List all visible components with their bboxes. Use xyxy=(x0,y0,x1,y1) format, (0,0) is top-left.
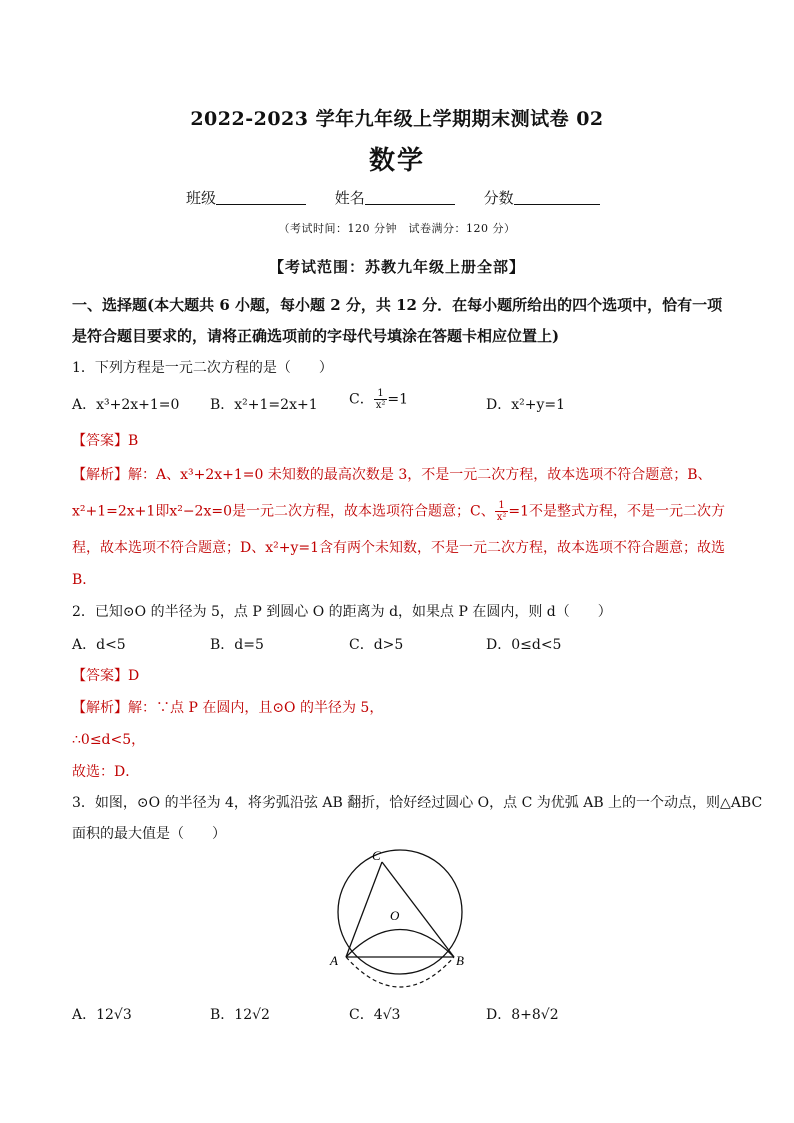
q1-option-c-suffix: =1 xyxy=(387,391,409,408)
point-o-label: O xyxy=(390,908,400,923)
class-blank[interactable] xyxy=(216,190,306,205)
q3-option-c[interactable]: C．4√3 xyxy=(349,1007,401,1023)
analysis-label: 【解析】 xyxy=(72,700,128,716)
q1-option-d[interactable]: D．x²+y=1 xyxy=(486,397,566,413)
analysis-text: 解：∵点 P 在圆内，且⊙O 的半径为 5， xyxy=(128,700,384,716)
q3-option-d[interactable]: D．8+8√2 xyxy=(486,1007,559,1023)
subject-title: 数学 xyxy=(368,146,425,176)
q2-option-a[interactable]: A．d<5 xyxy=(72,637,126,653)
class-label: 班级 xyxy=(186,189,217,207)
q2-analysis-line-2: ∴0≤d<5， xyxy=(72,732,146,748)
q1-option-c-prefix: C． xyxy=(349,391,374,408)
q1-option-c[interactable] xyxy=(349,388,408,411)
q2-option-b[interactable]: B．d=5 xyxy=(210,637,264,653)
name-field[interactable] xyxy=(335,187,455,208)
q2-analysis-line-1 xyxy=(72,697,383,717)
exam-scope: 【考试范围：苏教九年级上册全部】 xyxy=(268,258,525,276)
point-c-label: C xyxy=(372,848,381,863)
q1-analysis-line-3: 程，故本选项不符合题意；D、x²+y=1含有两个未知数，不是一元二次方程，故本选项不符合题意；故选 xyxy=(72,540,726,556)
fraction-denominator: x² xyxy=(375,400,386,411)
analysis-label: 【解析】 xyxy=(72,467,128,483)
segment-ac xyxy=(346,862,382,957)
q1-analysis-line-2 xyxy=(72,500,725,523)
fraction-numerator: 1 xyxy=(374,388,388,400)
q1-option-b[interactable]: B．x²+1=2x+1 xyxy=(210,397,318,413)
exam-title: 2022-2023 学年九年级上学期期末测试卷 02 xyxy=(190,108,604,130)
score-label: 分数 xyxy=(483,189,514,207)
answer-label: 【答案】 xyxy=(72,433,128,449)
fraction-numerator: 1 xyxy=(495,500,509,512)
q1-analysis-line-4: B． xyxy=(72,572,97,588)
q2-analysis-line-3: 故选：D． xyxy=(72,764,140,780)
q3-stem-line-1: 3．如图，⊙O 的半径为 4，将劣弧沿弦 AB 翻折，恰好经过圆心 O，点 C 为优弧 AB 上的一个动点，则△ABC xyxy=(72,795,763,811)
q2-option-d[interactable]: D．0≤d<5 xyxy=(486,637,562,653)
circle-o xyxy=(338,850,462,974)
fraction-denominator: x² xyxy=(496,512,507,523)
point-b-label: B xyxy=(456,953,464,968)
q3-geometry-figure xyxy=(320,842,480,992)
folded-arc xyxy=(346,930,454,958)
q1-option-c-fraction xyxy=(374,388,388,411)
q2-stem: 2．已知⊙O 的半径为 5，点 P 到圆心 O 的距离为 d，如果点 P 在圆内，则 d（ ） xyxy=(72,604,612,620)
analysis-fraction xyxy=(495,500,509,523)
exam-note: （考试时间：120 分钟 试卷满分：120 分） xyxy=(278,222,516,235)
q2-answer xyxy=(72,665,139,685)
class-field[interactable] xyxy=(186,187,306,208)
q1-option-a[interactable]: A．x³+2x+1=0 xyxy=(72,397,180,413)
answer-label: 【答案】 xyxy=(72,668,128,684)
section-heading: 一、选择题(本大题共 6 小题，每小题 2 分，共 12 分．在每小题所给出的四个选项中，恰有一项是符合题目要求的，请将正确选项前的字母代号填涂在答题卡相应位置上) xyxy=(72,296,723,345)
name-blank[interactable] xyxy=(365,190,455,205)
analysis-text: x²+1=2x+1即x²−2x=0是一元二次方程，故本选项符合题意；C、 xyxy=(72,503,495,520)
answer-value: B xyxy=(128,433,139,449)
q3-option-b[interactable]: B．12√2 xyxy=(210,1007,270,1023)
q1-answer xyxy=(72,430,138,450)
answer-value: D xyxy=(128,668,140,684)
analysis-text: 解：A、x³+2x+1=0 未知数的最高次数是 3，不是一元二次方程，故本选项不符合题意；B、 xyxy=(128,467,712,483)
score-blank[interactable] xyxy=(514,190,600,205)
q3-option-a[interactable]: A．12√3 xyxy=(72,1007,132,1023)
name-label: 姓名 xyxy=(334,189,365,207)
q1-stem: 1．下列方程是一元二次方程的是（ ） xyxy=(72,360,333,376)
q3-stem-line-2: 面积的最大值是（ ） xyxy=(72,826,226,842)
point-a-label: A xyxy=(330,953,338,968)
analysis-text: =1不是整式方程，不是一元二次方 xyxy=(508,503,726,520)
score-field[interactable] xyxy=(484,187,600,208)
q2-option-c[interactable]: C．d>5 xyxy=(349,637,404,653)
q1-analysis-line-1 xyxy=(72,464,712,484)
student-info-row xyxy=(186,187,624,208)
